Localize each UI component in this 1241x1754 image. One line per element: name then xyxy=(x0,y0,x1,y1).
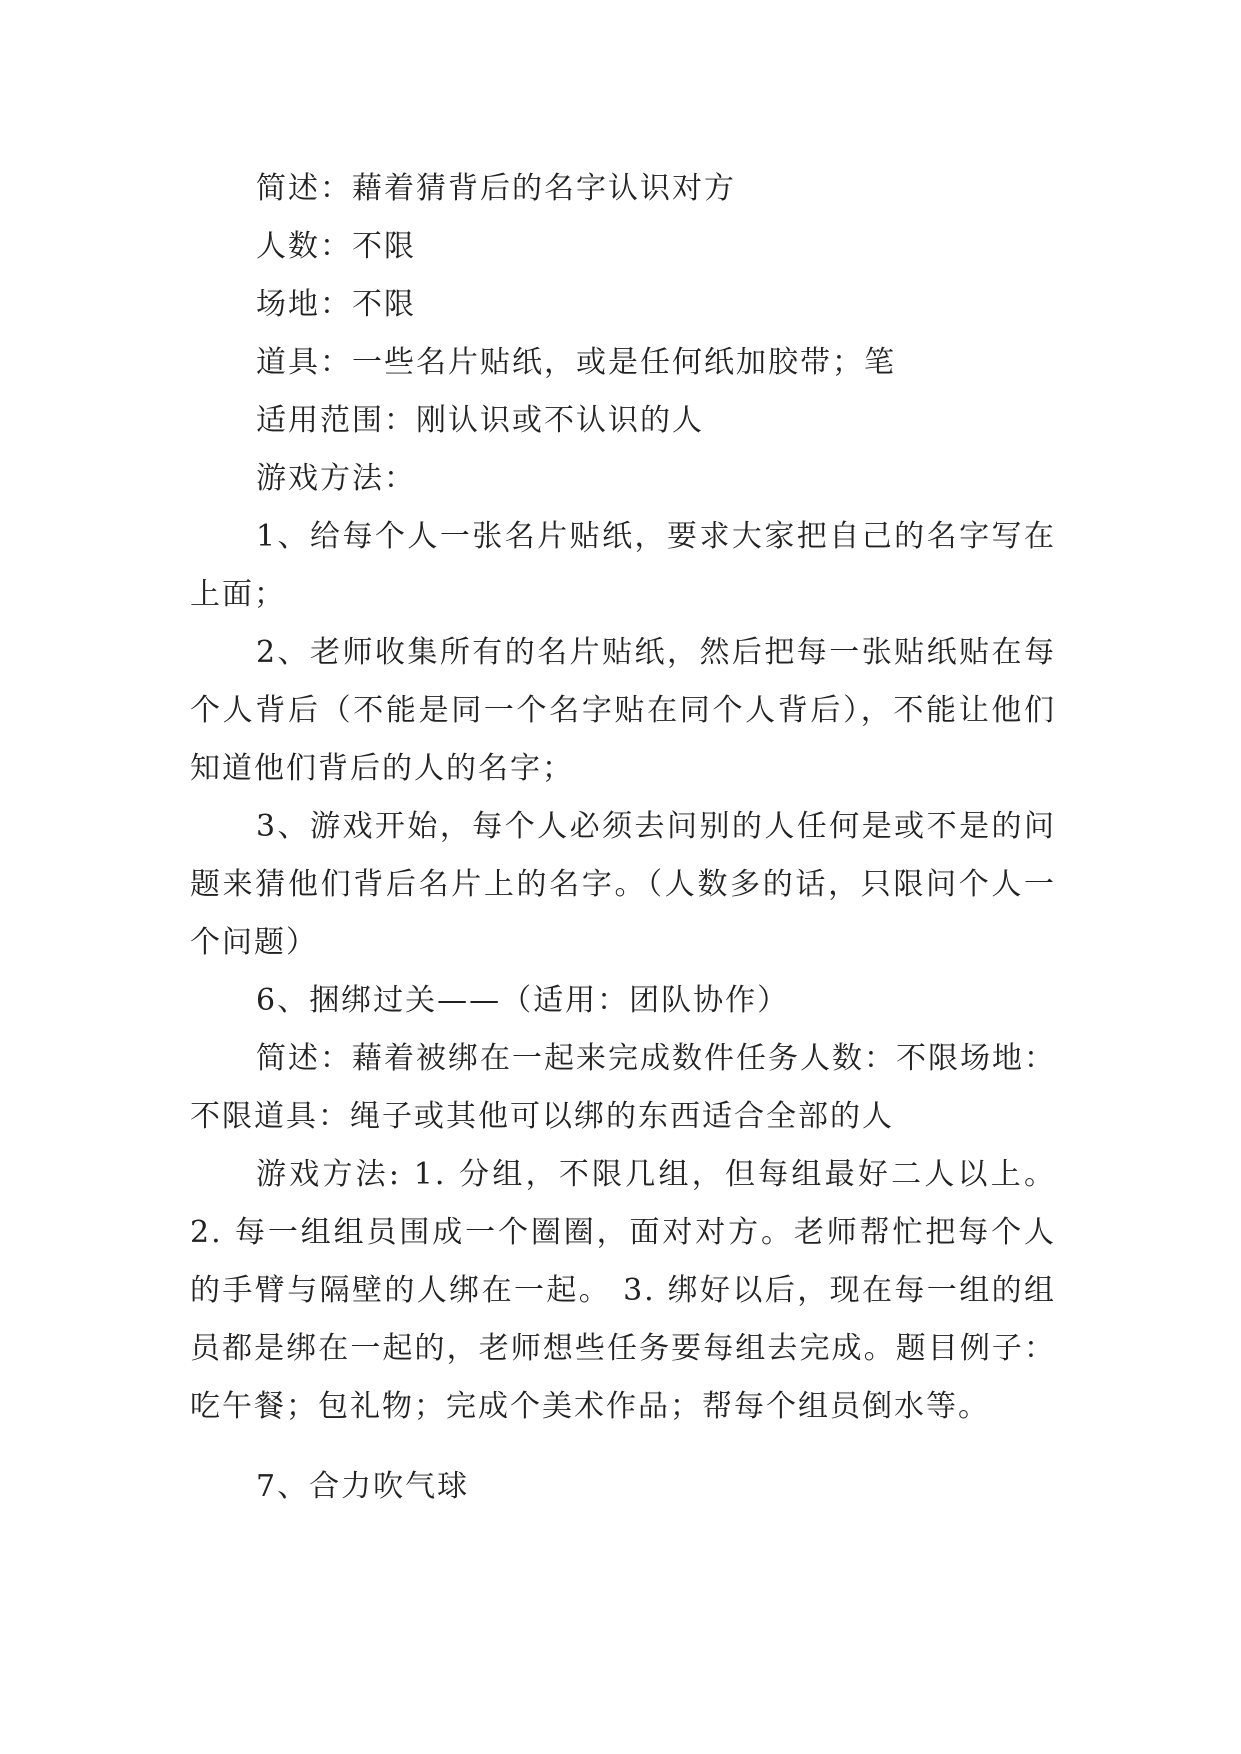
paragraph-game-6-title: 6、捆绑过关——（适用：团队协作） xyxy=(256,983,790,1018)
document-body xyxy=(190,160,1056,1516)
paragraph-game-6-summary: 简述：藉着被绑在一起来完成数件任务人数：不限场地：不限道具：绳子或其他可以绑的东西适合全部的人 xyxy=(190,1041,1056,1134)
paragraph-step-2: 2、老师收集所有的名片贴纸，然后把每一张贴纸贴在每个人背后（不能是同一个名字贴在同个人背后），不能让他们知道他们背后的人的名字； xyxy=(190,635,1056,786)
paragraph-game-7-title: 7、合力吹气球 xyxy=(256,1469,470,1504)
paragraph-props: 道具：一些名片贴纸，或是任何纸加胶带；笔 xyxy=(256,345,896,380)
paragraph-step-3: 3、游戏开始，每个人必须去问别的人任何是或不是的问题来猜他们背后名片上的名字。（人数多的话，只限问个人一个问题） xyxy=(190,809,1056,960)
paragraph-intro: 简述：藉着猜背后的名字认识对方 xyxy=(256,171,736,206)
paragraph-scope: 适用范围：刚认识或不认识的人 xyxy=(256,403,704,438)
paragraph-step-1: 1、给每个人一张名片贴纸，要求大家把自己的名字写在上面； xyxy=(190,519,1056,612)
paragraph-method-heading: 游戏方法： xyxy=(256,461,416,496)
paragraph-people: 人数：不限 xyxy=(256,229,416,264)
paragraph-game-6-method: 游戏方法: 1. 分组，不限几组，但每组最好二人以上。 2. 每一组组员围成一个圈圈，面对对方。老师帮忙把每个人的手臂与隔壁的人绑在一起。 3. 绑好以后，现在每一组的组员都是绑在一起的，老师想些任务要每组去完成。题目例子：吃午餐；包礼物；完成个美术作品；帮每个组员倒水等。 xyxy=(190,1157,1056,1424)
paragraph-venue: 场地：不限 xyxy=(256,287,416,322)
